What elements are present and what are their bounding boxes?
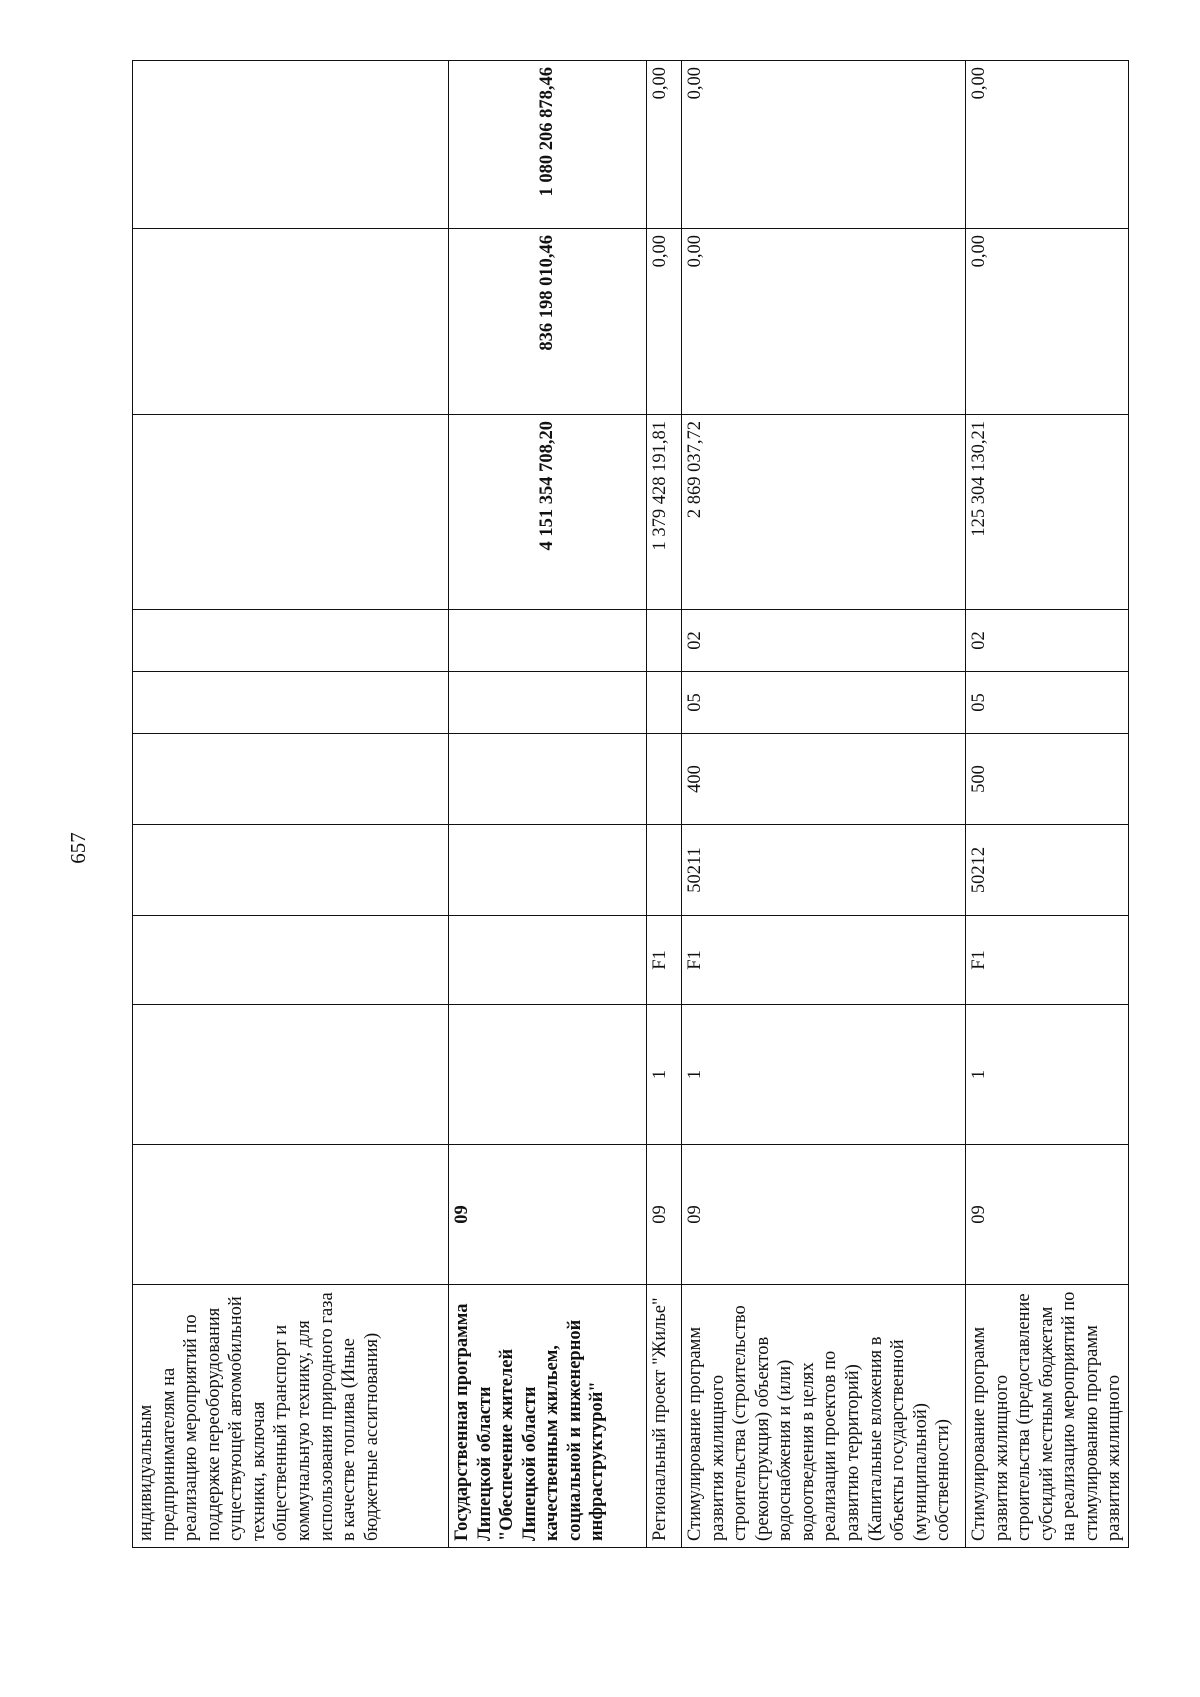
row-pp-code — [133, 1005, 449, 1145]
row-direction-code — [647, 825, 682, 916]
row-rz-code — [133, 672, 449, 734]
row-sum-3: 0,00 — [682, 61, 966, 229]
row-rz-code — [449, 672, 647, 734]
row-sum-3: 0,00 — [647, 61, 682, 229]
row-pp-code — [449, 1005, 647, 1145]
row-sum-2: 0,00 — [647, 229, 682, 415]
row-sum-2: 0,00 — [966, 229, 1129, 415]
row-om-code — [133, 916, 449, 1005]
row-rz-code: 05 — [966, 672, 1129, 734]
row-pp-code: 1 — [966, 1005, 1129, 1145]
row-sum-1: 1 379 428 191,81 — [647, 415, 682, 610]
row-sum-1: 125 304 130,21 — [966, 415, 1129, 610]
table-row — [449, 61, 647, 1548]
row-sum-1 — [133, 415, 449, 610]
row-sum-2: 0,00 — [682, 229, 966, 415]
row-sum-2 — [133, 229, 449, 415]
row-name: Стимулирование программ развития жилищного строительства (предоставление субсидий местным бюджетам на реализацию мероприятий по стимулированию программ развития жилищного — [966, 1285, 1129, 1548]
table-row — [133, 61, 449, 1548]
budget-table — [132, 60, 1129, 1548]
rotated-table-frame — [132, 61, 1125, 1548]
row-name: Государственная программа Липецкой области "Обеспечение жителей Липецкой области качественным жильем, социальной и инженерной инфраструктурой" — [449, 1285, 647, 1548]
row-vr-code: 400 — [682, 734, 966, 825]
row-name: Региональный проект "Жилье" — [647, 1285, 682, 1548]
row-sum-1: 4 151 354 708,20 — [449, 415, 647, 610]
row-rz-code: 05 — [682, 672, 966, 734]
row-pr-code — [449, 610, 647, 672]
row-om-code: F1 — [966, 916, 1129, 1005]
row-pr-code — [133, 610, 449, 672]
row-gp-code: 09 — [647, 1145, 682, 1285]
row-sum-3: 1 080 206 878,46 — [449, 61, 647, 229]
row-pr-code: 02 — [682, 610, 966, 672]
table-row — [647, 61, 682, 1548]
row-sum-3: 0,00 — [966, 61, 1129, 229]
row-sum-2: 836 198 010,46 — [449, 229, 647, 415]
row-om-code: F1 — [647, 916, 682, 1005]
row-gp-code: 09 — [449, 1145, 647, 1285]
row-gp-code: 09 — [966, 1145, 1129, 1285]
row-rz-code — [647, 672, 682, 734]
page-number: 657 — [66, 832, 90, 864]
row-sum-3 — [133, 61, 449, 229]
row-direction-code: 50212 — [966, 825, 1129, 916]
row-vr-code — [449, 734, 647, 825]
row-gp-code: 09 — [682, 1145, 966, 1285]
row-name: индивидуальным предпринимателям на реализацию мероприятий по поддержке переоборудования существующей автомобильной техники, включая общественный транспорт и коммунальную технику, для использования природного газа в качестве топлива (Иные бюджетные ассигнования) — [133, 1285, 449, 1548]
row-name: Стимулирование программ развития жилищного строительства (строительство (реконструкция) объектов водоснабжения и (или) водоотведения в целях реализации проектов по развитию территорий) (Капитальные вложения в объекты государственной (муниципальной) собственности) — [682, 1285, 966, 1548]
row-om-code — [449, 916, 647, 1005]
row-direction-code: 50211 — [682, 825, 966, 916]
row-pp-code: 1 — [682, 1005, 966, 1145]
rotated-table-content — [132, 61, 1125, 1548]
row-gp-code — [133, 1145, 449, 1285]
row-direction-code — [133, 825, 449, 916]
row-pp-code: 1 — [647, 1005, 682, 1145]
row-sum-1: 2 869 037,72 — [682, 415, 966, 610]
row-pr-code — [647, 610, 682, 672]
row-om-code: F1 — [682, 916, 966, 1005]
row-vr-code — [647, 734, 682, 825]
row-vr-code: 500 — [966, 734, 1129, 825]
row-direction-code — [449, 825, 647, 916]
table-row — [966, 61, 1129, 1548]
table-row — [682, 61, 966, 1548]
row-vr-code — [133, 734, 449, 825]
row-pr-code: 02 — [966, 610, 1129, 672]
